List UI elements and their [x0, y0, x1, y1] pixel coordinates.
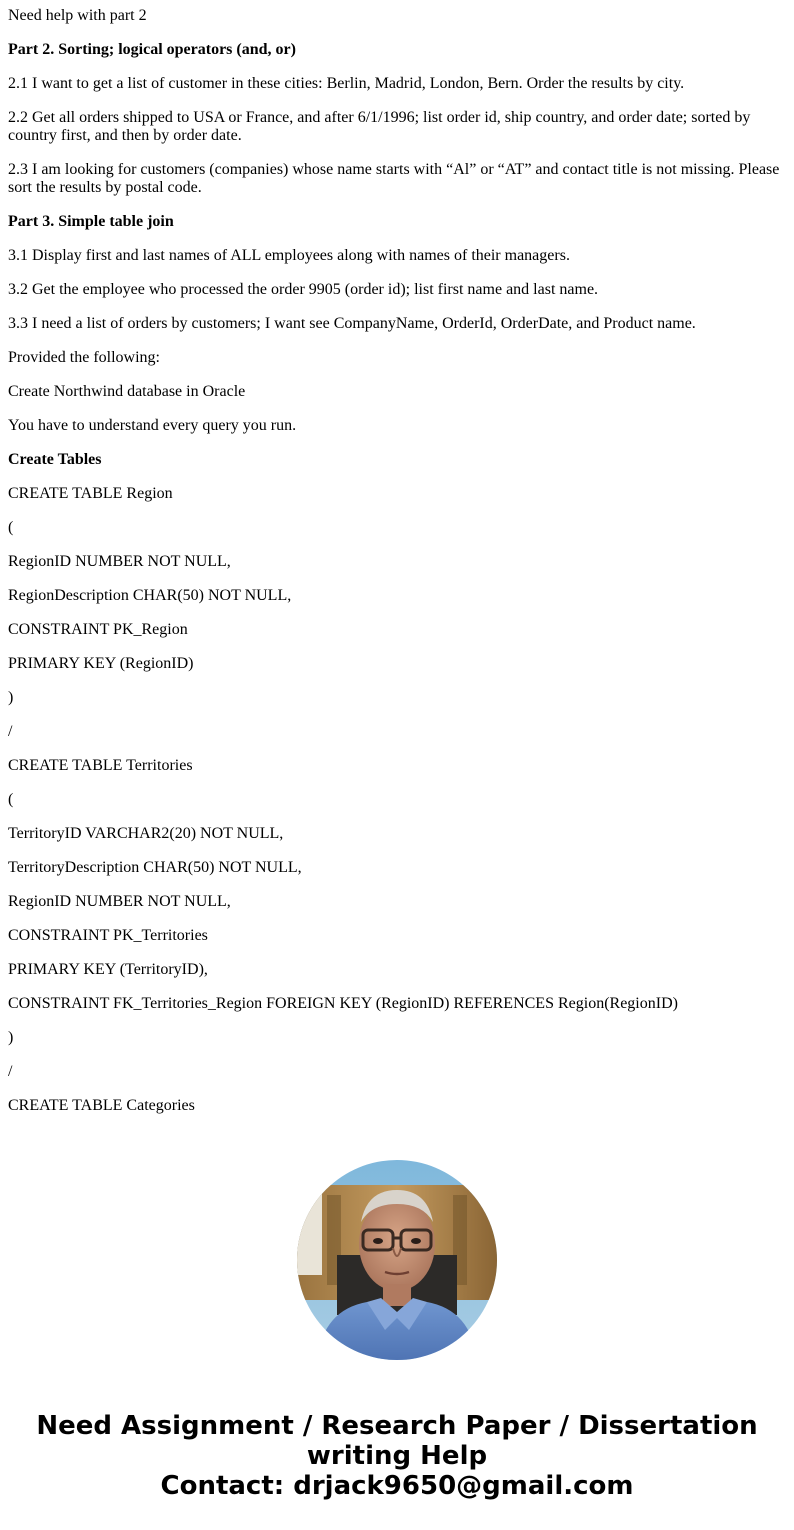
paragraph: 3.3 I need a list of orders by customers; I want see CompanyName, OrderId, OrderDate, and Product name.: [8, 315, 696, 332]
promo-line-2: writing Help: [306, 1441, 488, 1471]
section-heading: Part 2. Sorting; logical operators (and, or): [8, 41, 296, 58]
paragraph: Create Northwind database in Oracle: [8, 383, 246, 400]
promo-contact-line: Contact: drjack9650@gmail.com: [160, 1471, 634, 1501]
paragraph: (: [8, 519, 14, 536]
paragraph: /: [8, 723, 13, 740]
paragraph: 2.3 I am looking for customers (companies) whose name starts with “Al” or “AT” and contact title is not missing. Please sort the results by postal code.: [8, 161, 780, 196]
paragraph: TerritoryID VARCHAR2(20) NOT NULL,: [8, 825, 284, 842]
paragraph: PRIMARY KEY (TerritoryID),: [8, 961, 208, 978]
paragraph: CONSTRAINT PK_Region: [8, 621, 188, 638]
paragraph: ): [8, 689, 14, 706]
paragraph: CONSTRAINT PK_Territories: [8, 927, 208, 944]
paragraph: 2.1 I want to get a list of customer in these cities: Berlin, Madrid, London, Bern. Order the results by city.: [8, 75, 685, 92]
paragraph: RegionID NUMBER NOT NULL,: [8, 553, 231, 570]
paragraph: TerritoryDescription CHAR(50) NOT NULL,: [8, 859, 302, 876]
paragraph: RegionID NUMBER NOT NULL,: [8, 893, 231, 910]
paragraph: (: [8, 791, 14, 808]
paragraph: CREATE TABLE Categories: [8, 1097, 195, 1114]
section-heading: Part 3. Simple table join: [8, 213, 174, 230]
paragraph: Need help with part 2: [8, 7, 147, 24]
section-heading: Create Tables: [8, 451, 102, 468]
paragraph: 3.1 Display first and last names of ALL employees along with names of their managers.: [8, 247, 570, 264]
promo-banner: [0, 1411, 794, 1501]
paragraph: /: [8, 1063, 13, 1080]
person-portrait-icon: [297, 1160, 497, 1360]
paragraph: 3.2 Get the employee who processed the order 9905 (order id); list first name and last name.: [8, 281, 599, 298]
paragraph: CREATE TABLE Region: [8, 485, 173, 502]
paragraph: ): [8, 1029, 14, 1046]
author-photo: [297, 1160, 497, 1360]
paragraph: 2.2 Get all orders shipped to USA or France, and after 6/1/1996; list order id, ship country, and order date; sorted by country first, and then by order date.: [8, 109, 751, 144]
paragraph: Provided the following:: [8, 349, 160, 366]
paragraph: RegionDescription CHAR(50) NOT NULL,: [8, 587, 292, 604]
paragraph: PRIMARY KEY (RegionID): [8, 655, 194, 672]
promo-line-1: Need Assignment / Research Paper / Dissertation: [36, 1411, 758, 1441]
paragraph: CONSTRAINT FK_Territories_Region FOREIGN KEY (RegionID) REFERENCES Region(RegionID): [8, 995, 678, 1012]
paragraph: You have to understand every query you run.: [8, 417, 297, 434]
document-body: [0, 7, 794, 1115]
paragraph: CREATE TABLE Territories: [8, 757, 193, 774]
